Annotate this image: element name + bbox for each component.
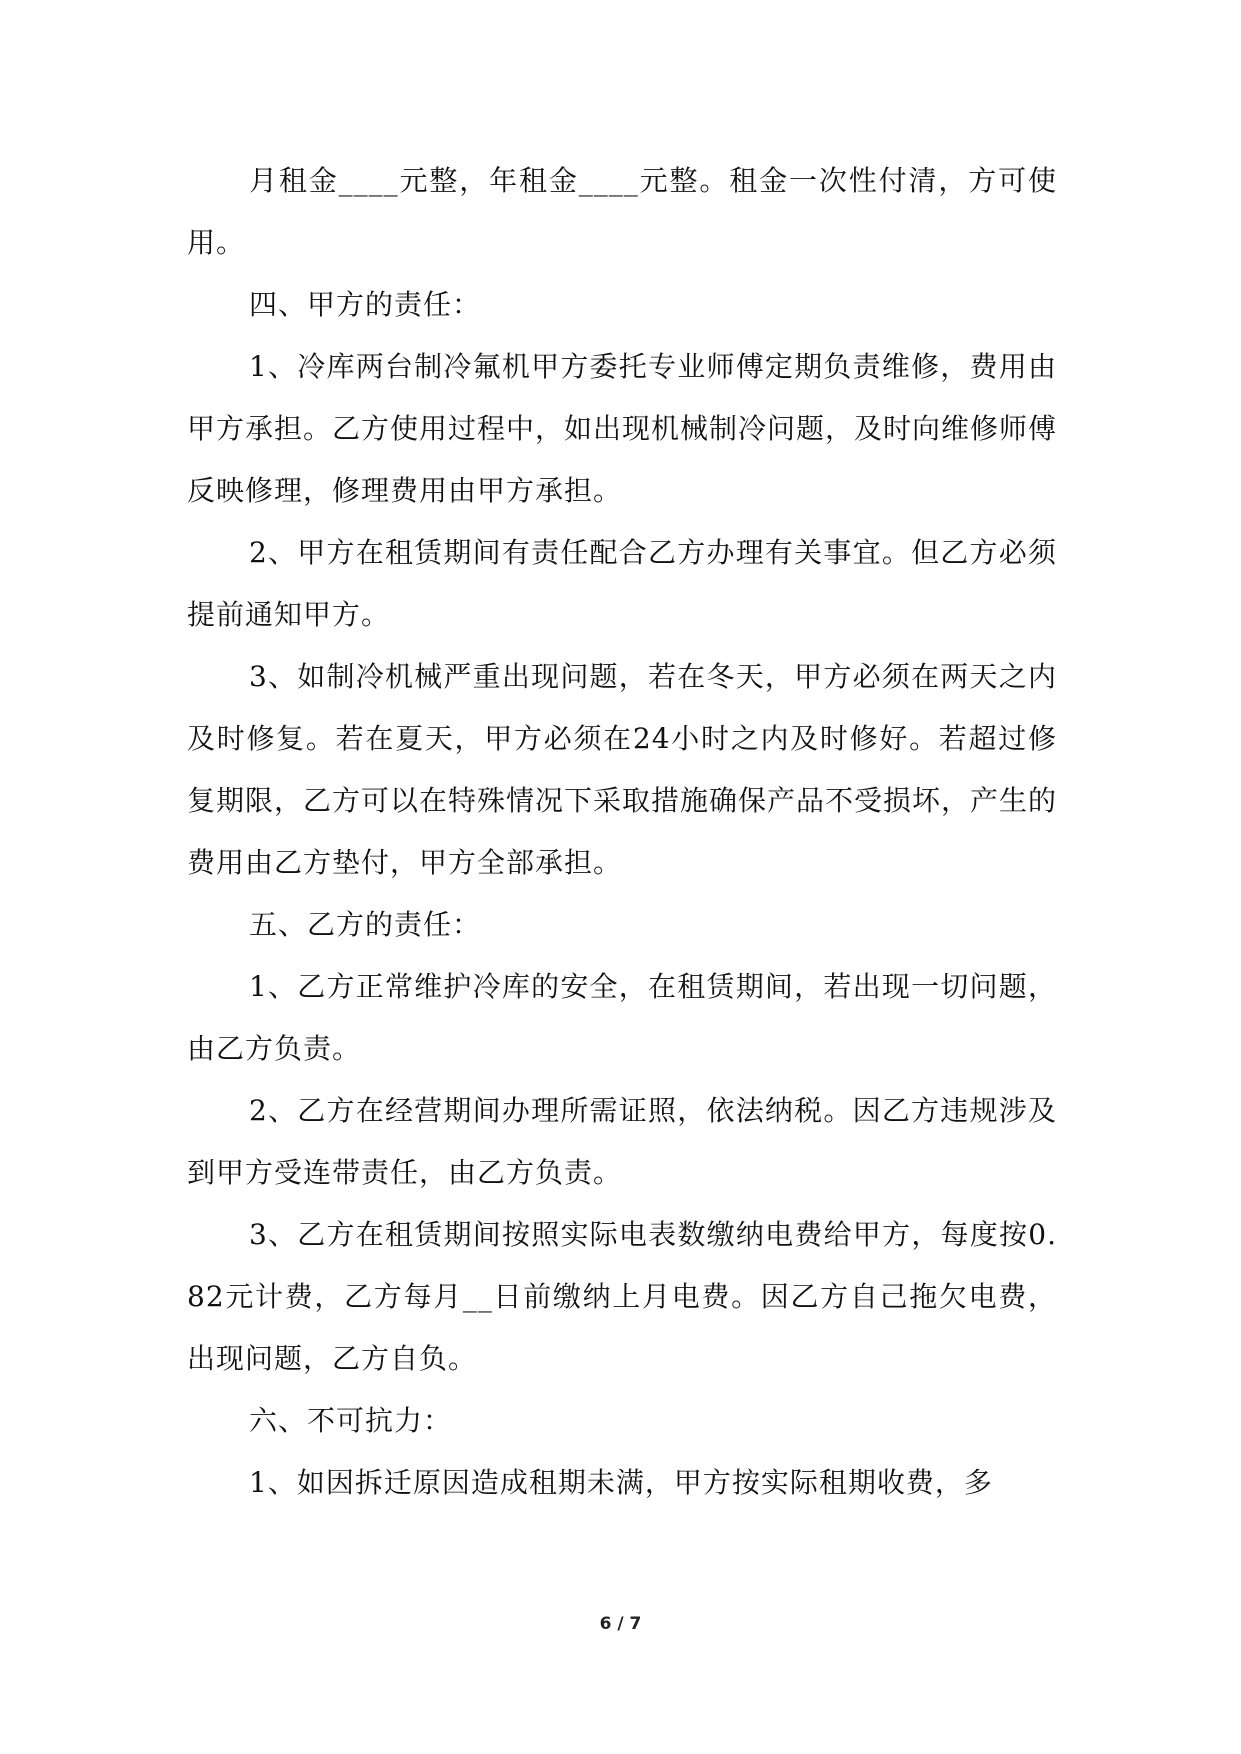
paragraph-party-b-item-2: 2、乙方在经营期间办理所需证照，依法纳税。因乙方违规涉及到甲方受连带责任，由乙方负责。 — [187, 1094, 1057, 1189]
section-heading-party-b-duties: 五、乙方的责任： — [249, 908, 482, 941]
paragraph-party-b-item-3: 3、乙方在租赁期间按照实际电表数缴纳电费给甲方，每度按0.82元计费，乙方每月__日前缴纳上月电费。因乙方自己拖欠电费，出现问题，乙方自负。 — [187, 1218, 1057, 1375]
paragraph-party-b-item-1: 1、乙方正常维护冷库的安全，在租赁期间，若出现一切问题，由乙方负责。 — [187, 970, 1057, 1065]
paragraph-party-a-item-3: 3、如制冷机械严重出现问题，若在冬天，甲方必须在两天之内及时修复。若在夏天，甲方必须在24小时之内及时修好。若超过修复期限，乙方可以在特殊情况下采取措施确保产品不受损坏，产生的费用由乙方垫付，甲方全部承担。 — [187, 660, 1058, 879]
document-body — [187, 150, 1057, 1514]
page-number: 6 / 7 — [599, 1614, 642, 1634]
paragraph-rent-amount: 月租金____元整，年租金____元整。租金一次性付清，方可使用。 — [187, 164, 1057, 259]
section-heading-party-a-duties: 四、甲方的责任： — [249, 288, 482, 321]
paragraph-party-a-item-1: 1、冷库两台制冷氟机甲方委托专业师傅定期负责维修，费用由甲方承担。乙方使用过程中，如出现机械制冷问题，及时向维修师傅反映修理，修理费用由甲方承担。 — [187, 350, 1058, 507]
paragraph-party-a-item-2: 2、甲方在租赁期间有责任配合乙方办理有关事宜。但乙方必须提前通知甲方。 — [187, 536, 1057, 631]
section-heading-force-majeure: 六、不可抗力： — [249, 1404, 453, 1437]
paragraph-force-majeure-item-1: 1、如因拆迁原因造成租期未满，甲方按实际租期收费，多 — [249, 1466, 993, 1499]
